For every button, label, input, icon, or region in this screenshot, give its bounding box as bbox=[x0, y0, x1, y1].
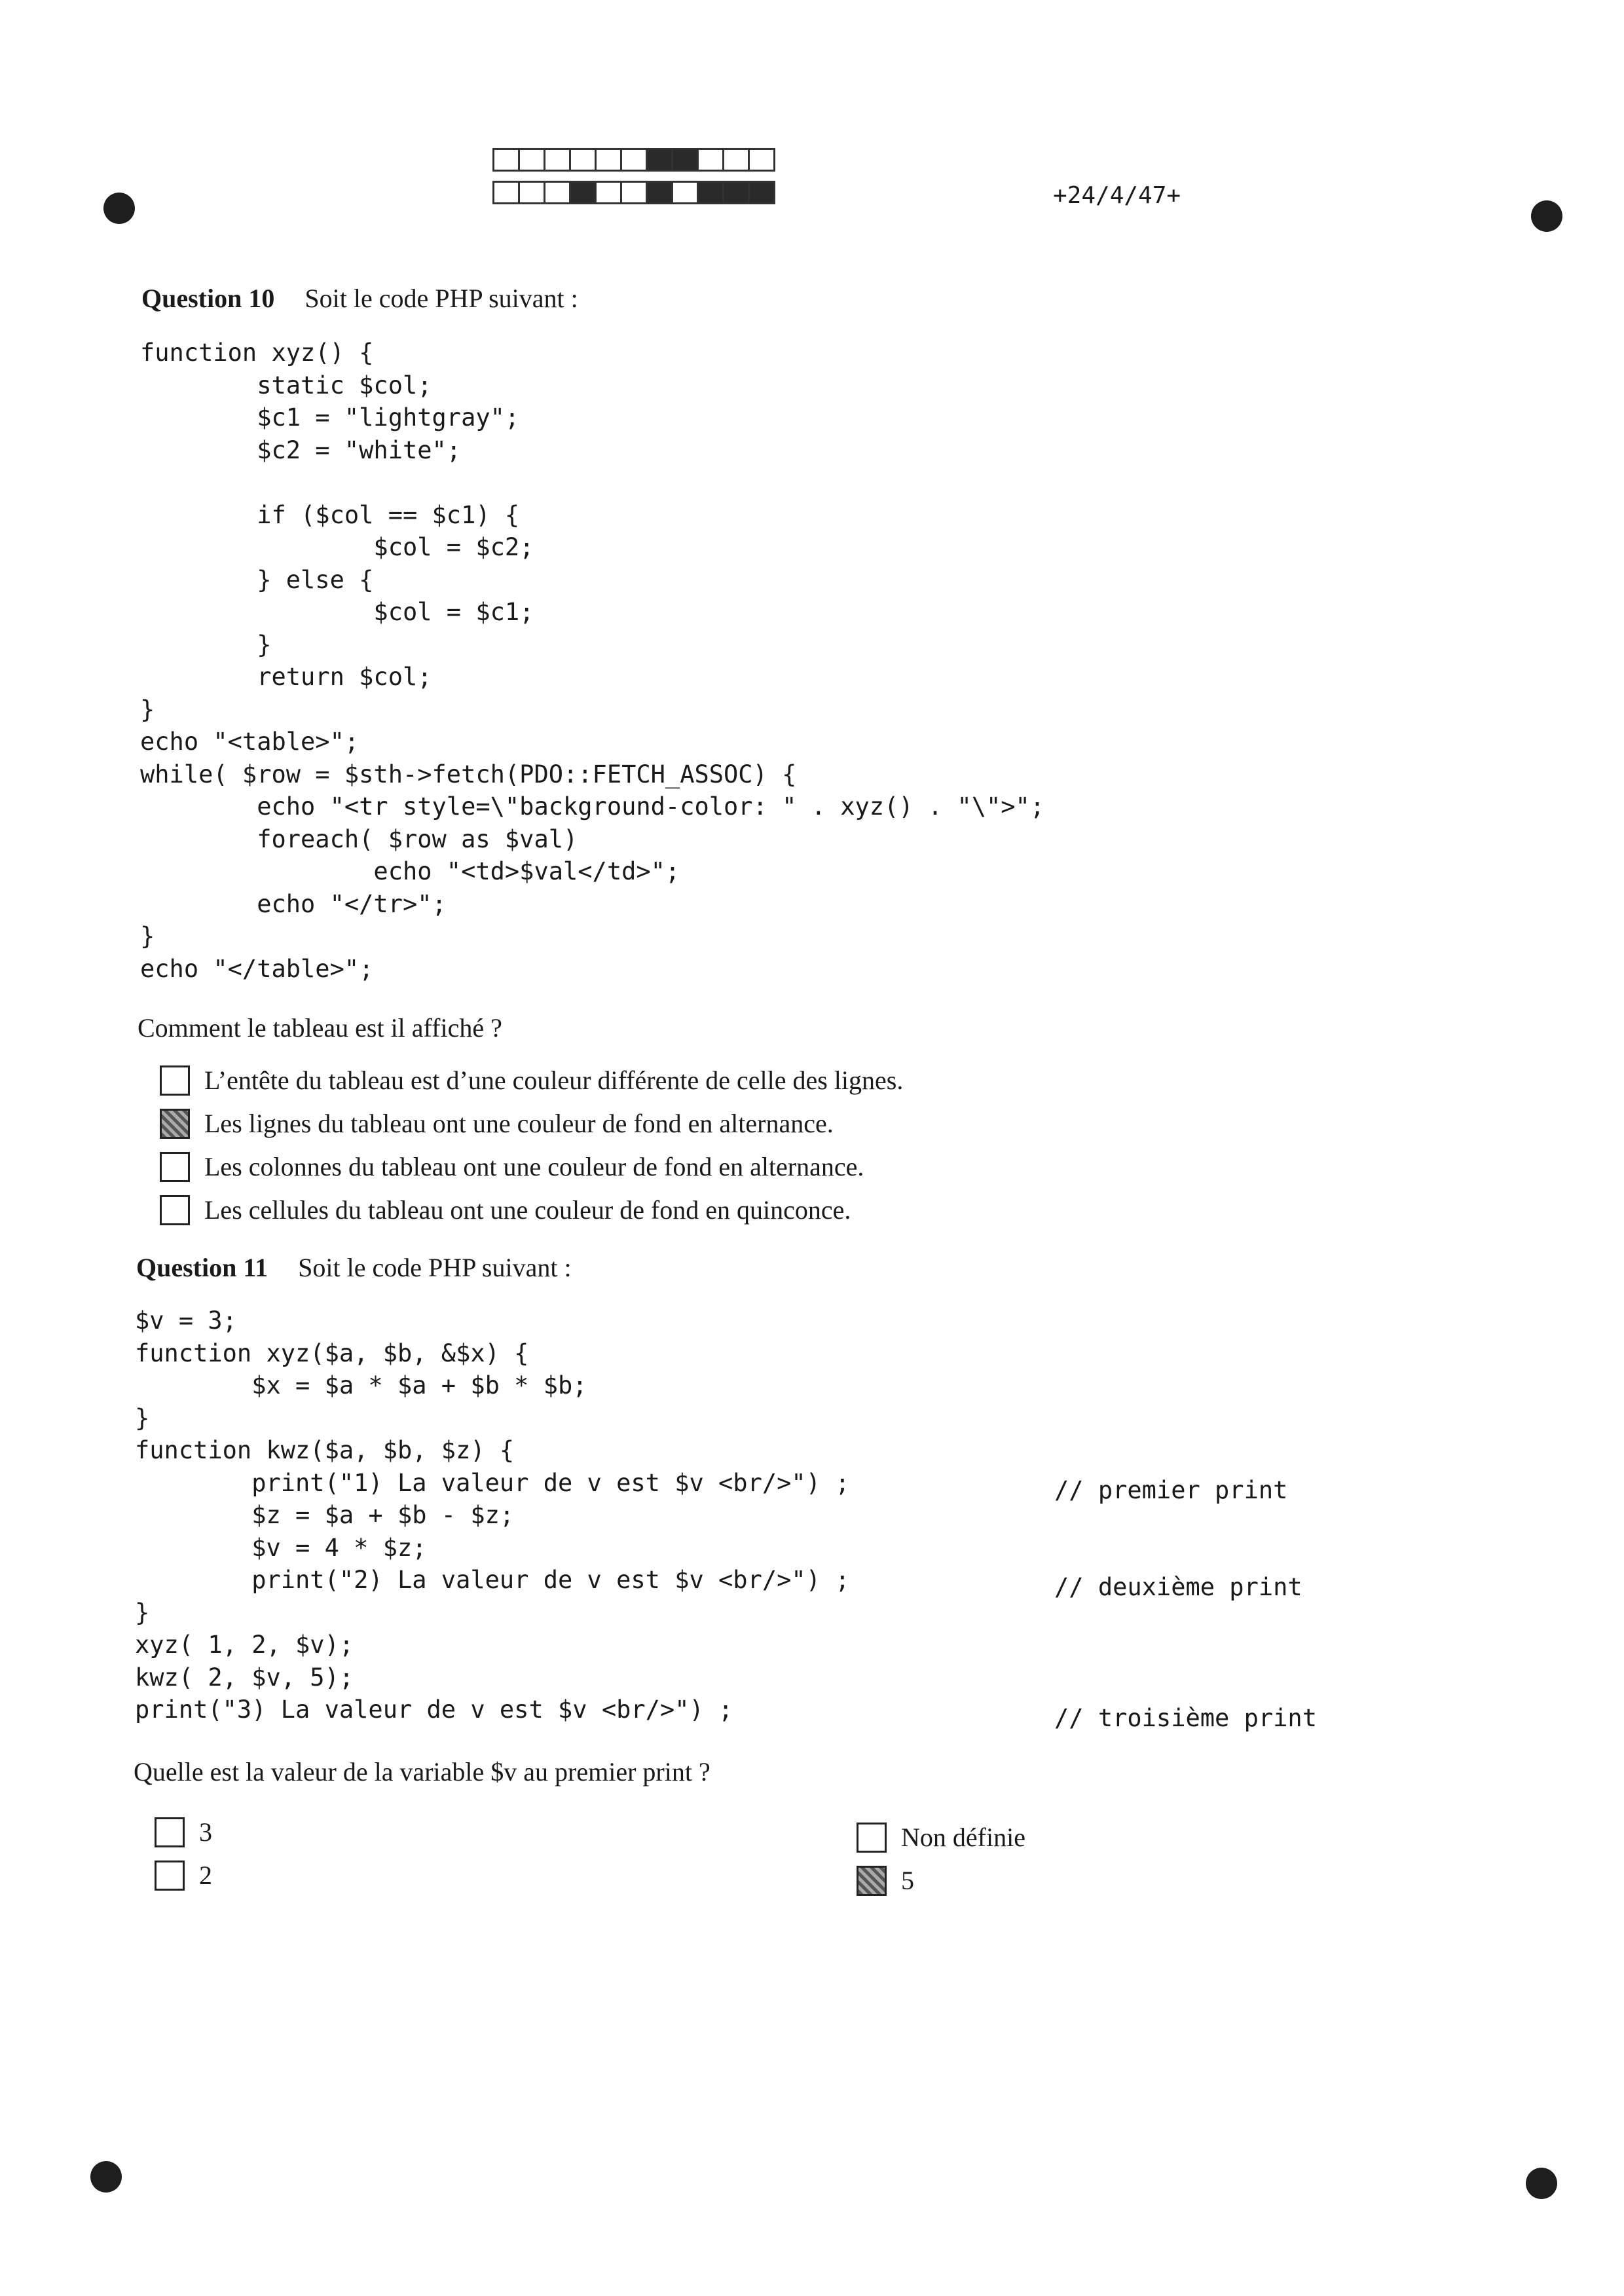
barcode-cell bbox=[518, 181, 545, 204]
barcode-cell bbox=[544, 181, 571, 204]
barcode-cell bbox=[748, 181, 775, 204]
q11-answer-1[interactable] bbox=[155, 1817, 212, 1847]
q11-answer-4[interactable] bbox=[857, 1865, 914, 1896]
code-comment-3: // troisième print bbox=[1054, 1704, 1317, 1732]
barcode-cell bbox=[748, 148, 775, 172]
question-11-prompt: Quelle est la valeur de la variable $v au premier print ? bbox=[134, 1757, 710, 1787]
barcode-cell bbox=[697, 148, 724, 172]
q10-answer-1[interactable] bbox=[160, 1065, 903, 1096]
checkbox[interactable] bbox=[155, 1817, 185, 1847]
question-10-header bbox=[141, 283, 578, 314]
answer-label: 3 bbox=[199, 1817, 212, 1847]
question-number: Question 11 bbox=[136, 1253, 268, 1282]
question-10-code: function xyz() { static $col; $c1 = "lightgray"; $c2 = "white"; if ($col == $c1) { $col = $c2; } else { $col = $c1; } return $col; } echo "<table>"; while( $row = $sth->fetch(PDO::FETCH_ASSOC) { echo "<tr style=\"background-color: " . xyz() . "\">"; foreach( $row as $val) echo "<td>$val</td>"; echo "</tr>"; } echo "</table>"; bbox=[140, 339, 1045, 983]
answer-label: L’entête du tableau est d’une couleur différente de celle des lignes. bbox=[204, 1065, 904, 1095]
checkbox-checked[interactable] bbox=[857, 1866, 887, 1896]
q11-answer-2[interactable] bbox=[155, 1860, 212, 1891]
barcode-cell bbox=[595, 148, 622, 172]
answer-label: 2 bbox=[199, 1861, 212, 1890]
barcode-cell bbox=[722, 148, 750, 172]
barcode-cell bbox=[620, 181, 648, 204]
checkbox[interactable] bbox=[155, 1861, 185, 1891]
barcode-cell bbox=[722, 181, 750, 204]
registration-mark-bottom-right bbox=[1526, 2168, 1557, 2199]
page-id: +24/4/47+ bbox=[1053, 182, 1181, 209]
question-intro: Soit le code PHP suivant : bbox=[298, 1253, 572, 1282]
barcode-cell bbox=[646, 148, 673, 172]
barcode-cell bbox=[492, 148, 520, 172]
checkbox-checked[interactable] bbox=[160, 1109, 190, 1139]
barcode-cell bbox=[646, 181, 673, 204]
code-comment-1: // premier print bbox=[1054, 1476, 1288, 1504]
barcode-cell bbox=[671, 181, 699, 204]
answer-label: Les lignes du tableau ont une couleur de fond en alternance. bbox=[204, 1109, 834, 1138]
question-10-prompt: Comment le tableau est il affiché ? bbox=[138, 1013, 502, 1043]
answer-label: Les colonnes du tableau ont une couleur de fond en alternance. bbox=[204, 1152, 864, 1181]
barcode-row-1 bbox=[492, 148, 773, 172]
barcode-cell bbox=[569, 148, 597, 172]
checkbox[interactable] bbox=[160, 1195, 190, 1225]
q11-answer-3[interactable] bbox=[857, 1822, 1025, 1853]
question-number: Question 10 bbox=[141, 284, 275, 313]
q10-answer-4[interactable] bbox=[160, 1194, 851, 1225]
code-comment-2: // deuxième print bbox=[1054, 1573, 1302, 1601]
barcode-cell bbox=[492, 181, 520, 204]
registration-mark-top-left bbox=[103, 193, 135, 224]
question-11-code: $v = 3; function xyz($a, $b, &$x) { $x = $a * $a + $b * $b; } function kwz($a, $b, $z) { print("1) La valeur de v est $v <br/>") ; $z = $a + $b - $z; $v = 4 * $z; print("2) La valeur de v est $v <br/>") ; } xyz( 1, 2, $v); kwz( 2, $v, 5); print("3) La valeur de v est $v <br/>") ; bbox=[135, 1306, 850, 1724]
checkbox[interactable] bbox=[160, 1152, 190, 1182]
barcode-cell bbox=[671, 148, 699, 172]
question-11-header bbox=[136, 1252, 572, 1283]
answer-label: 5 bbox=[901, 1866, 914, 1895]
barcode-cell bbox=[544, 148, 571, 172]
q10-answer-2[interactable] bbox=[160, 1108, 834, 1139]
q10-answer-3[interactable] bbox=[160, 1151, 864, 1182]
answer-label: Les cellules du tableau ont une couleur de fond en quinconce. bbox=[204, 1195, 851, 1225]
barcode-cell bbox=[518, 148, 545, 172]
question-intro: Soit le code PHP suivant : bbox=[304, 284, 578, 313]
barcode-cell bbox=[697, 181, 724, 204]
checkbox[interactable] bbox=[160, 1065, 190, 1096]
answer-label: Non définie bbox=[901, 1823, 1025, 1852]
barcode-cell bbox=[595, 181, 622, 204]
checkbox[interactable] bbox=[857, 1823, 887, 1853]
barcode-cell bbox=[569, 181, 597, 204]
barcode-cell bbox=[620, 148, 648, 172]
registration-mark-bottom-left bbox=[90, 2161, 122, 2193]
registration-mark-top-right bbox=[1531, 200, 1562, 232]
barcode-row-2 bbox=[492, 181, 773, 204]
